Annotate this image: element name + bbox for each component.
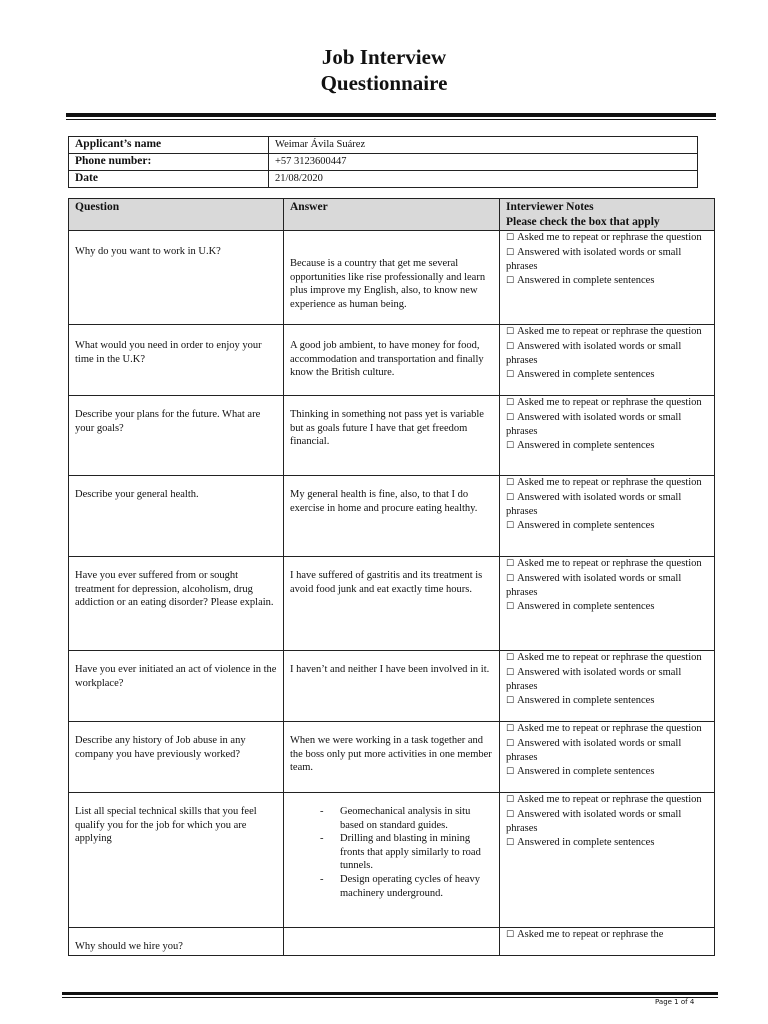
note-option [506, 836, 710, 851]
note-option [506, 246, 710, 274]
interviewer-notes-cell [500, 325, 715, 396]
checkbox-icon[interactable]: ☐ [506, 695, 515, 706]
answer-text: When we were working in a task together and the boss only put more activities in one member team. [290, 735, 492, 774]
document-title [0, 44, 768, 96]
page-number: Page 1 of 4 [655, 998, 695, 1006]
table-row [69, 651, 715, 722]
checkbox-icon[interactable]: ☐ [506, 233, 515, 243]
interviewer-notes-cell [500, 928, 715, 956]
applicant-info-table [68, 136, 698, 188]
table-row [69, 722, 715, 793]
question-text: Describe your general health. [75, 489, 199, 500]
interviewer-notes-cell [500, 651, 715, 722]
interviewer-notes-cell [500, 722, 715, 793]
table-row [69, 154, 698, 171]
footer-rule-thin [62, 997, 718, 998]
note-option [506, 411, 710, 439]
question-text: What would you need in order to enjoy your time in the U.K? [75, 340, 262, 365]
question-cell [69, 325, 284, 396]
table-row [69, 928, 715, 956]
skill-item: - Geomechanical analysis in situ based on standard guides. [308, 805, 493, 832]
option-label: Answered with isolated words or small phrases [506, 246, 682, 273]
answer-cell [284, 722, 500, 793]
answer-cell [284, 396, 500, 476]
header-rule-thin [66, 119, 716, 120]
question-cell [69, 651, 284, 722]
answer-text: A good job ambient, to have money for food, accommodation and transportation and finally know the British culture. [290, 340, 484, 379]
question-text: Why should we hire you? [75, 941, 183, 952]
note-option [506, 651, 710, 666]
table-row [69, 231, 715, 325]
question-cell [69, 476, 284, 557]
checkbox-icon[interactable]: ☐ [506, 478, 515, 488]
option-label: Answered in complete sentences [517, 519, 655, 531]
answer-cell [284, 928, 500, 956]
table-row [69, 396, 715, 476]
option-label: Answered with isolated words or small phrases [506, 572, 682, 599]
question-text: Describe any history of Job abuse in any company you have previously worked? [75, 735, 246, 760]
table-row [69, 171, 698, 188]
option-label: Asked me to repeat or rephrase the [517, 929, 664, 940]
answer-cell [284, 793, 500, 928]
interviewer-notes-cell [500, 396, 715, 476]
question-column-header: Question [69, 199, 284, 231]
note-option [506, 666, 710, 694]
checkbox-icon[interactable]: ☐ [506, 573, 515, 584]
checkbox-icon[interactable]: ☐ [506, 653, 515, 663]
option-label: Asked me to repeat or rephrase the question [517, 477, 702, 488]
checkbox-icon[interactable]: ☐ [506, 520, 515, 531]
answer-cell [284, 325, 500, 396]
option-label: Asked me to repeat or rephrase the question [517, 558, 702, 569]
note-option [506, 396, 710, 411]
note-option [506, 439, 710, 454]
checkbox-icon[interactable]: ☐ [506, 667, 515, 678]
question-cell [69, 231, 284, 325]
answer-cell [284, 557, 500, 651]
checkbox-icon[interactable]: ☐ [506, 930, 515, 940]
date-label: Date [69, 171, 269, 188]
option-label: Answered in complete sentences [517, 368, 655, 380]
note-option [506, 476, 710, 491]
answer-cell [284, 231, 500, 325]
checkbox-icon[interactable]: ☐ [506, 738, 515, 749]
interviewer-notes-cell [500, 231, 715, 325]
title-line-2: Questionnaire [320, 71, 448, 95]
skills-list [290, 805, 493, 900]
checkbox-icon[interactable]: ☐ [506, 837, 515, 848]
notes-header-title: Interviewer Notes [506, 201, 594, 213]
checkbox-icon[interactable]: ☐ [506, 327, 515, 337]
phone-number-label: Phone number: [69, 154, 269, 171]
note-option [506, 737, 710, 765]
questionnaire-table [68, 198, 715, 956]
checkbox-icon[interactable]: ☐ [506, 724, 515, 734]
note-option [506, 765, 710, 780]
skill-item: - Design operating cycles of heavy machinery underground. [308, 873, 493, 900]
applicant-name-label: Applicant’s name [69, 137, 269, 154]
question-cell [69, 396, 284, 476]
answer-text: I haven’t and neither I have been involved in it. [290, 664, 490, 675]
notes-header-instruction: Please check the box that apply [506, 216, 660, 228]
note-option [506, 325, 710, 340]
question-text: Describe your plans for the future. What are your goals? [75, 409, 261, 434]
question-text: List all special technical skills that you feel qualify you for the job for which you are applying [75, 806, 257, 845]
note-option [506, 274, 710, 289]
checkbox-icon[interactable]: ☐ [506, 809, 515, 820]
checkbox-icon[interactable]: ☐ [506, 559, 515, 569]
note-option [506, 491, 710, 519]
option-label: Answered with isolated words or small phrases [506, 808, 682, 835]
question-cell [69, 722, 284, 793]
checkbox-icon[interactable]: ☐ [506, 369, 515, 380]
option-label: Asked me to repeat or rephrase the question [517, 723, 702, 734]
note-option [506, 340, 710, 368]
note-option [506, 722, 710, 737]
interviewer-notes-cell [500, 476, 715, 557]
note-option [506, 519, 710, 534]
option-label: Answered in complete sentences [517, 439, 655, 451]
table-row [69, 476, 715, 557]
skill-item: - Drilling and blasting in mining fronts that apply similarly to road tunnels. [308, 832, 493, 873]
option-label: Asked me to repeat or rephrase the question [517, 652, 702, 663]
option-label: Answered with isolated words or small phrases [506, 666, 682, 693]
checkbox-icon[interactable]: ☐ [506, 275, 515, 286]
note-option [506, 600, 710, 615]
table-header-row [69, 199, 715, 231]
question-cell [69, 793, 284, 928]
table-row [69, 557, 715, 651]
note-option [506, 557, 710, 572]
interviewer-notes-cell [500, 793, 715, 928]
checkbox-icon[interactable]: ☐ [506, 412, 515, 423]
table-row [69, 137, 698, 154]
answer-text: I have suffered of gastritis and its treatment is avoid food junk and eat exactly time hours. [290, 570, 483, 595]
notes-column-header [500, 199, 715, 231]
date-value: 21/08/2020 [269, 171, 698, 188]
table-row [69, 325, 715, 396]
question-text: Have you ever suffered from or sought treatment for depression, alcoholism, drug addiction or an eating disorder? Please explain. [75, 570, 274, 609]
table-row [69, 793, 715, 928]
answer-cell [284, 476, 500, 557]
option-label: Asked me to repeat or rephrase the question [517, 326, 702, 337]
note-option [506, 694, 710, 709]
applicant-name-value: Weimar Ávila Suárez [269, 137, 698, 154]
option-label: Asked me to repeat or rephrase the question [517, 397, 702, 408]
answer-text: Because is a country that get me several opportunities like rise professionally and learn plus improve my English, also, to know new experience as human being. [290, 258, 486, 310]
option-label: Answered in complete sentences [517, 836, 655, 848]
checkbox-icon[interactable]: ☐ [506, 601, 515, 612]
checkbox-icon[interactable]: ☐ [506, 795, 515, 805]
checkbox-icon[interactable]: ☐ [506, 341, 515, 352]
note-option [506, 793, 710, 808]
note-option [506, 231, 710, 246]
checkbox-icon[interactable]: ☐ [506, 440, 515, 451]
option-label: Answered in complete sentences [517, 274, 655, 286]
title-line-1: Job Interview [321, 45, 447, 69]
question-cell [69, 928, 284, 956]
note-option [506, 572, 710, 600]
answer-text: My general health is fine, also, to that I do exercise in home and procure eating healthy. [290, 489, 478, 514]
answer-cell [284, 651, 500, 722]
checkbox-icon[interactable]: ☐ [506, 398, 515, 408]
option-label: Answered with isolated words or small phrases [506, 411, 682, 438]
answer-text: Thinking in something not pass yet is variable but as goals future I have that get freedom financial. [290, 409, 484, 448]
option-label: Asked me to repeat or rephrase the question [517, 232, 702, 243]
phone-number-value: +57 3123600447 [269, 154, 698, 171]
footer-rule-thick [62, 992, 718, 995]
note-option [506, 928, 710, 943]
header-rule-thick [66, 113, 716, 117]
option-label: Answered in complete sentences [517, 694, 655, 706]
interviewer-notes-cell [500, 557, 715, 651]
checkbox-icon[interactable]: ☐ [506, 492, 515, 503]
note-option [506, 368, 710, 383]
option-label: Answered with isolated words or small phrases [506, 737, 682, 764]
option-label: Answered with isolated words or small phrases [506, 491, 682, 518]
note-option [506, 808, 710, 836]
option-label: Answered with isolated words or small phrases [506, 340, 682, 367]
option-label: Asked me to repeat or rephrase the question [517, 794, 702, 805]
checkbox-icon[interactable]: ☐ [506, 247, 515, 258]
checkbox-icon[interactable]: ☐ [506, 766, 515, 777]
question-cell [69, 557, 284, 651]
option-label: Answered in complete sentences [517, 765, 655, 777]
question-text: Have you ever initiated an act of violence in the workplace? [75, 664, 277, 689]
question-text: Why do you want to work in U.K? [75, 246, 221, 257]
option-label: Answered in complete sentences [517, 600, 655, 612]
answer-column-header: Answer [284, 199, 500, 231]
